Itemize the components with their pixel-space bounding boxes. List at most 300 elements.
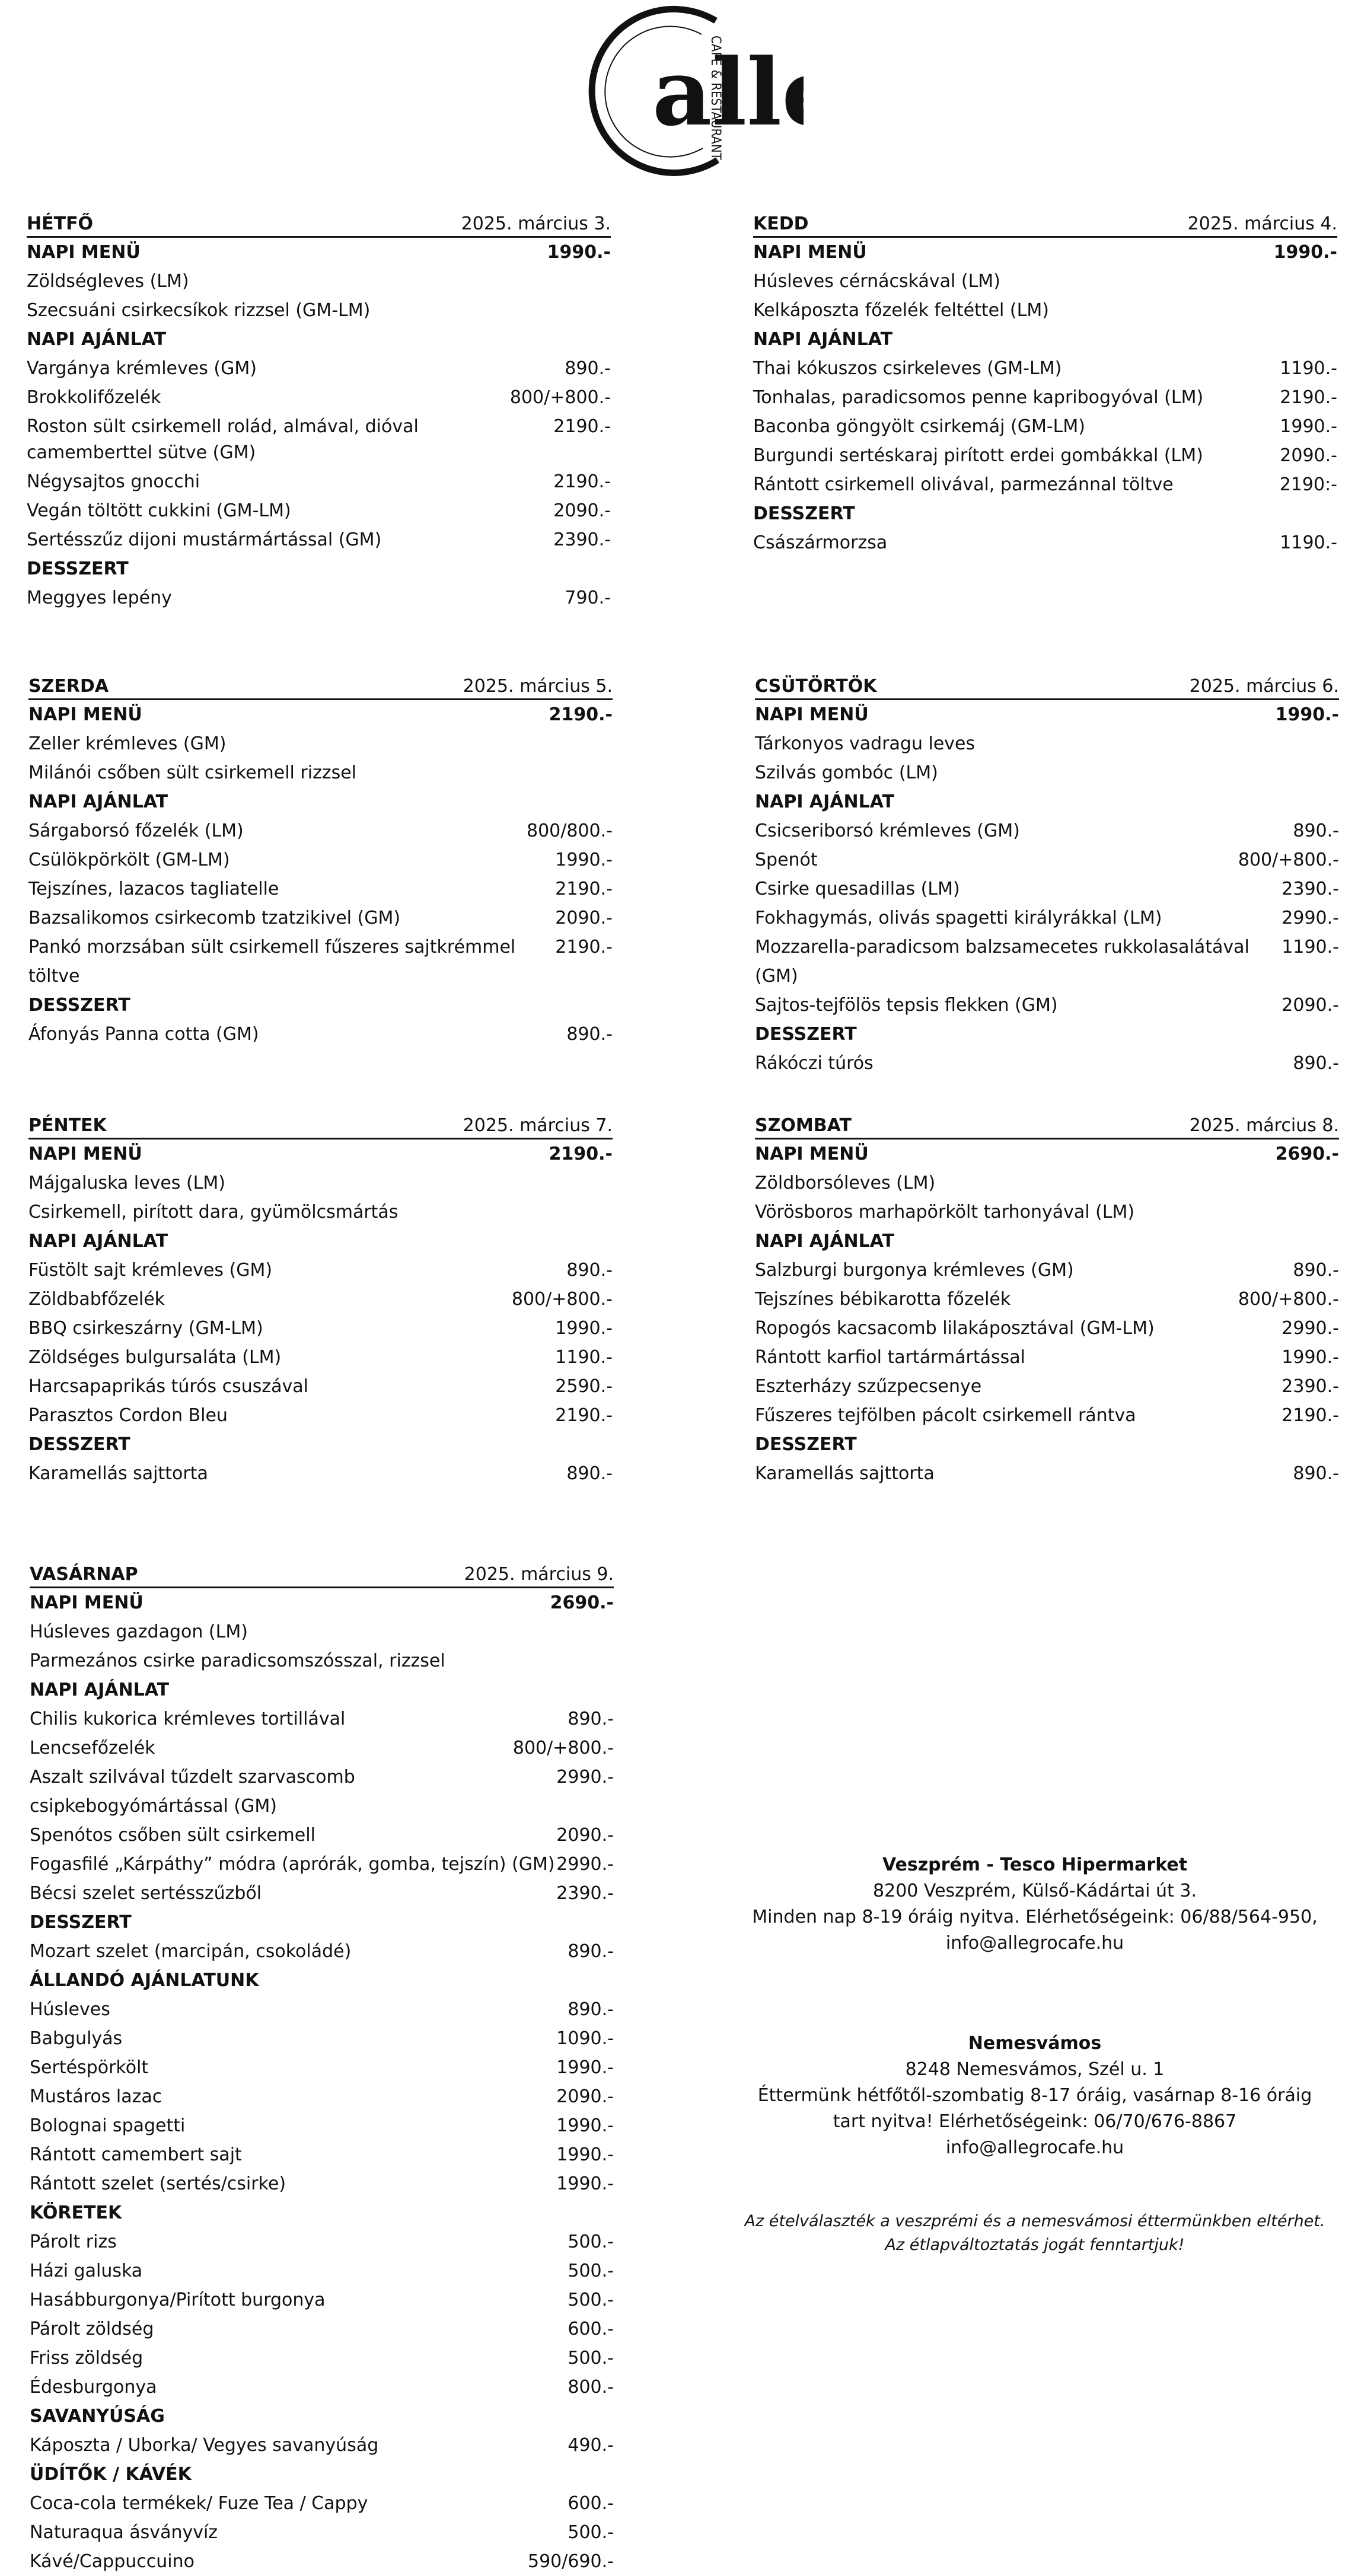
menu-item	[28, 1285, 613, 1314]
menu-item	[30, 2344, 614, 2373]
item-name: Brokkolifőzelék	[27, 387, 161, 408]
item-price: 2090.-	[555, 908, 613, 928]
menu-item	[755, 1314, 1339, 1343]
item-name: Bécsi szelet sertésszűzből	[30, 1883, 262, 1904]
day-header	[755, 673, 1339, 700]
item-price: 1190.-	[1280, 532, 1337, 553]
disclaimer-note	[741, 2210, 1328, 2257]
item-name: Karamellás sajttorta	[755, 1463, 935, 1484]
item-price: 2190.-	[1280, 387, 1337, 408]
day-block-kedd	[753, 210, 1337, 557]
item-name: Naturaqua ásványvíz	[30, 2522, 218, 2543]
item-name: DESSZERT	[27, 558, 129, 579]
item-price: 1990.-	[556, 2173, 614, 2194]
item-price: 800/+800.-	[1238, 850, 1339, 870]
menu-item	[30, 2547, 614, 2576]
allegro-logo	[554, 0, 804, 184]
day-name: HÉTFŐ	[27, 213, 94, 234]
menu-item	[27, 583, 611, 612]
item-price: 890.-	[565, 358, 611, 379]
menu-item	[28, 816, 613, 845]
section-heading	[30, 2402, 614, 2431]
item-price: 890.-	[1293, 1053, 1339, 1074]
item-name: Thai kókuszos csirkeleves (GM-LM)	[753, 358, 1062, 379]
item-name: Zöldségleves (LM)	[27, 271, 189, 292]
logo-wordmark: all	[652, 38, 782, 146]
menu-item	[753, 383, 1337, 412]
section-heading	[755, 1020, 1339, 1049]
section-heading	[30, 2460, 614, 2489]
item-name: NAPI MENÜ	[755, 1144, 869, 1164]
item-name: Harcsapaprikás túrós csuszával	[28, 1376, 309, 1397]
item-name: NAPI MENÜ	[753, 242, 867, 263]
item-price: 2390.-	[553, 529, 611, 550]
item-name: DESSZERT	[755, 1434, 857, 1455]
section-heading	[753, 499, 1337, 528]
section-heading	[28, 1430, 613, 1459]
item-price: 1990.-	[1273, 242, 1337, 263]
item-name: NAPI AJÁNLAT	[753, 329, 893, 350]
item-price: 1990.-	[556, 2057, 614, 2078]
item-name: Csirkemell, pirított dara, gyümölcsmártás	[28, 1202, 399, 1222]
item-name: KÖRETEK	[30, 2202, 122, 2223]
item-name: Májgaluska leves (LM)	[28, 1173, 225, 1193]
menu-item	[30, 1734, 614, 1763]
item-name: Mozzarella-paradicsom balzsamecetes rukkolasalátával (GM)	[755, 937, 1249, 987]
menu-item	[28, 1343, 613, 1372]
menu-header-row	[28, 700, 613, 729]
day-date: 2025. március 6.	[1189, 676, 1339, 697]
location-line: 8248 Nemesvámos, Szél u. 1	[905, 2059, 1165, 2080]
item-price: 2690.-	[550, 1592, 614, 1613]
item-name: Baconba göngyölt csirkemáj (GM-LM)	[753, 416, 1085, 437]
item-name: DESSZERT	[28, 995, 130, 1016]
menu-item	[755, 845, 1339, 874]
menu-item	[28, 729, 613, 758]
item-name: Káposzta / Uborka/ Vegyes savanyúság	[30, 2435, 379, 2456]
day-block-csutortok	[755, 673, 1339, 1078]
menu-item	[30, 1704, 614, 1734]
day-block-szerda	[28, 673, 613, 1049]
item-price: 2390.-	[1282, 879, 1339, 899]
day-header	[755, 1112, 1339, 1139]
location-title: Veszprém - Tesco Hipermarket	[882, 1854, 1188, 1875]
section-heading	[27, 554, 611, 583]
menu-item	[30, 2169, 614, 2198]
item-name: Sajtos-tejfölös tepsis flekken (GM)	[755, 995, 1058, 1016]
section-heading	[753, 325, 1337, 354]
item-name: Spenót	[755, 850, 818, 870]
item-price: 890.-	[566, 1024, 613, 1045]
item-price: 1190.-	[1280, 358, 1337, 379]
item-name: Ropogós kacsacomb lilakáposztával (GM-LM)	[755, 1318, 1155, 1339]
item-price: 1990.-	[1282, 1347, 1339, 1368]
item-name: Eszterházy szűzpecsenye	[755, 1376, 982, 1397]
item-price: 1990.-	[1280, 416, 1337, 437]
menu-item	[755, 1198, 1339, 1227]
item-name: Vegán töltött cukkini (GM-LM)	[27, 500, 291, 521]
menu-item	[755, 729, 1339, 758]
item-price: 500.-	[568, 2261, 614, 2281]
item-name: Bolognai spagetti	[30, 2115, 186, 2136]
item-price: 890.-	[1293, 1463, 1339, 1484]
day-block-vasarnap	[30, 1561, 614, 2576]
item-price: 2690.-	[1275, 1144, 1339, 1164]
note-line: Az ételválaszték a veszprémi és a nemesvámosi éttermünkben eltérhet.	[744, 2212, 1325, 2230]
menu-item	[28, 1020, 613, 1049]
item-name: ÜDÍTŐK / KÁVÉK	[30, 2464, 192, 2485]
menu-item	[30, 2082, 614, 2111]
menu-item	[28, 1372, 613, 1401]
item-price: 2390.-	[1282, 1376, 1339, 1397]
menu-item	[27, 383, 611, 412]
day-name: KEDD	[753, 213, 809, 234]
item-name: Burgundi sertéskaraj pirított erdei gombákkal (LM)	[753, 445, 1203, 466]
item-price: 800/+800.-	[511, 1289, 613, 1310]
item-name: Húsleves	[30, 1999, 110, 2020]
menu-item	[755, 1169, 1339, 1198]
menu-item	[30, 2518, 614, 2547]
item-name: NAPI AJÁNLAT	[28, 791, 168, 812]
item-price: 890.-	[568, 1709, 614, 1729]
item-price: 2190:-	[1279, 474, 1337, 495]
item-price: 890.-	[1293, 1260, 1339, 1281]
menu-item	[753, 267, 1337, 296]
menu-item	[30, 1763, 614, 1821]
day-block-pentek	[28, 1112, 613, 1488]
section-heading	[27, 325, 611, 354]
item-name: Csicseriborsó krémleves (GM)	[755, 821, 1020, 841]
item-price: 2990.-	[556, 1767, 614, 1787]
location-line: Éttermünk hétfőtől-szombatig 8-17 óráig, vasárnap 8-16 óráig	[757, 2085, 1312, 2106]
item-price: 1090.-	[556, 2028, 614, 2049]
item-price: 2990.-	[1282, 1318, 1339, 1339]
item-price: 2190.-	[549, 1144, 613, 1164]
menu-item	[30, 2373, 614, 2402]
menu-item	[755, 874, 1339, 904]
item-name: Füstölt sajt krémleves (GM)	[28, 1260, 273, 1281]
menu-item	[27, 296, 611, 325]
section-heading	[30, 1908, 614, 1937]
item-name: Tejszínes, lazacos tagliatelle	[28, 879, 279, 899]
item-price: 1990.-	[547, 242, 611, 263]
section-heading	[30, 1966, 614, 1995]
day-date: 2025. március 3.	[461, 213, 611, 234]
item-name: Tonhalas, paradicsomos penne kapribogyóval (LM)	[753, 387, 1204, 408]
item-price: 2190.-	[555, 1405, 613, 1426]
location-veszprem	[741, 1852, 1328, 1956]
menu-item	[28, 1169, 613, 1198]
item-name: NAPI AJÁNLAT	[28, 1231, 168, 1252]
item-price: 800/+800.-	[512, 1738, 614, 1758]
menu-item	[753, 296, 1337, 325]
menu-header-row	[28, 1139, 613, 1169]
menu-item	[755, 904, 1339, 933]
item-name: DESSZERT	[28, 1434, 130, 1455]
item-price: 890.-	[568, 1999, 614, 2020]
menu-item	[27, 354, 611, 383]
menu-item	[30, 1995, 614, 2024]
item-name: Párolt rizs	[30, 2232, 117, 2252]
day-header	[27, 210, 611, 238]
menu-item	[753, 441, 1337, 470]
item-name: Sertéspörkölt	[30, 2057, 149, 2078]
item-price: 1990.-	[556, 2144, 614, 2165]
item-name: Rántott szelet (sertés/csirke)	[30, 2173, 286, 2194]
item-name: NAPI MENÜ	[755, 704, 869, 725]
menu-header-row	[27, 238, 611, 267]
item-name: DESSZERT	[753, 503, 855, 524]
item-name: DESSZERT	[30, 1912, 132, 1933]
day-date: 2025. március 4.	[1187, 213, 1337, 234]
day-name: VASÁRNAP	[30, 1564, 138, 1585]
item-name: Kelkáposzta főzelék feltéttel (LM)	[753, 300, 1049, 321]
item-name: BBQ csirkeszárny (GM-LM)	[28, 1318, 263, 1339]
day-date: 2025. március 7.	[463, 1115, 613, 1136]
menu-item	[755, 1459, 1339, 1488]
item-price: 2190.-	[553, 416, 611, 437]
item-name: NAPI MENÜ	[30, 1592, 144, 1613]
item-price: 2190.-	[555, 879, 613, 899]
item-price: 500.-	[568, 2232, 614, 2252]
section-heading	[28, 1227, 613, 1256]
item-price: 1990.-	[1275, 704, 1339, 725]
location-line: 8200 Veszprém, Külső-Kádártai út 3.	[873, 1881, 1197, 1901]
menu-header-row	[755, 1139, 1339, 1169]
section-heading	[28, 991, 613, 1020]
day-header	[30, 1561, 614, 1588]
item-name: Mozart szelet (marcipán, csokoládé)	[30, 1941, 352, 1962]
item-price: 600.-	[568, 2319, 614, 2339]
day-block-hetfo	[27, 210, 611, 612]
item-price: 2090.-	[556, 2086, 614, 2107]
item-name: Császármorzsa	[753, 532, 888, 553]
item-price: 890.-	[1293, 821, 1339, 841]
menu-item	[28, 904, 613, 933]
menu-item	[755, 1285, 1339, 1314]
menu-item	[27, 267, 611, 296]
item-name: Párolt zöldség	[30, 2319, 154, 2339]
item-name: Édesburgonya	[30, 2377, 157, 2398]
menu-item	[30, 1646, 614, 1675]
item-price: 2090.-	[556, 1825, 614, 1846]
item-price: 2190.-	[555, 937, 613, 957]
menu-header-row	[753, 238, 1337, 267]
item-name: Bazsalikomos csirkecomb tzatzikivel (GM)	[28, 908, 401, 928]
section-heading	[28, 787, 613, 816]
item-name: Chilis kukorica krémleves tortillával	[30, 1709, 346, 1729]
item-name: Tárkonyos vadragu leves	[755, 733, 976, 754]
item-price: 800.-	[568, 2377, 614, 2398]
item-price: 790.-	[565, 588, 611, 608]
menu-item	[28, 1256, 613, 1285]
item-name: Négysajtos gnocchi	[27, 471, 200, 492]
menu-item	[755, 991, 1339, 1020]
item-name: Babgulyás	[30, 2028, 123, 2049]
item-name: Salzburgi burgonya krémleves (GM)	[755, 1260, 1074, 1281]
item-price: 890.-	[568, 1941, 614, 1962]
item-name: Húsleves cérnácskával (LM)	[753, 271, 1000, 292]
item-name: Meggyes lepény	[27, 588, 172, 608]
item-name: Lencsefőzelék	[30, 1738, 155, 1758]
item-price: 1190.-	[1282, 937, 1339, 957]
item-name: Zöldbabfőzelék	[28, 1289, 165, 1310]
menu-item	[753, 528, 1337, 557]
menu-item	[28, 874, 613, 904]
day-name: PÉNTEK	[28, 1115, 107, 1136]
item-price: 500.-	[568, 2522, 614, 2543]
item-name: Áfonyás Panna cotta (GM)	[28, 1024, 259, 1045]
item-name: Aszalt szilvával tűzdelt szarvascomb csipkebogyómártással (GM)	[30, 1767, 355, 1817]
logo-tagline: CAFE & RESTAURANT	[708, 36, 723, 160]
menu-item	[30, 2053, 614, 2082]
day-header	[28, 673, 613, 700]
location-title: Nemesvámos	[968, 2033, 1102, 2054]
section-heading	[755, 1430, 1339, 1459]
day-header	[28, 1112, 613, 1139]
item-price: 500.-	[568, 2348, 614, 2368]
menu-item	[28, 758, 613, 787]
item-name: Fokhagymás, olivás spagetti királyrákkal (LM)	[755, 908, 1162, 928]
item-price: 1990.-	[556, 2115, 614, 2136]
item-name: NAPI AJÁNLAT	[27, 329, 167, 350]
item-name: Parmezános csirke paradicsomszósszal, rizzsel	[30, 1651, 445, 1671]
item-price: 800/800.-	[527, 821, 613, 841]
item-price: 1990.-	[555, 1318, 613, 1339]
menu-item	[30, 2024, 614, 2053]
item-name: Sertésszűz dijoni mustármártással (GM)	[27, 529, 382, 550]
menu-item	[30, 2256, 614, 2285]
item-name: Pankó morzsában sült csirkemell fűszeres sajtkrémmel töltve	[28, 937, 516, 987]
item-price: 1990.-	[555, 850, 613, 870]
menu-item	[30, 2111, 614, 2140]
section-heading	[30, 2198, 614, 2227]
section-heading	[30, 1675, 614, 1704]
item-price: 890.-	[566, 1260, 613, 1281]
item-name: Zeller krémleves (GM)	[28, 733, 227, 754]
item-price: 600.-	[568, 2493, 614, 2514]
menu-item	[753, 412, 1337, 441]
item-price: 2390.-	[556, 1883, 614, 1904]
section-heading	[755, 787, 1339, 816]
item-name: Karamellás sajttorta	[28, 1463, 208, 1484]
item-price: 2990.-	[1282, 908, 1339, 928]
menu-item	[30, 2489, 614, 2518]
menu-item	[30, 1937, 614, 1966]
location-line: Minden nap 8-19 óráig nyitva. Elérhetőségeink: 06/88/564-950,	[752, 1907, 1318, 1927]
menu-item	[27, 525, 611, 554]
item-name: NAPI MENÜ	[28, 704, 142, 725]
menu-item	[30, 2315, 614, 2344]
item-name: Rákóczi túrós	[755, 1053, 874, 1074]
item-price: 2090.-	[1280, 445, 1337, 466]
item-name: Rántott csirkemell olivával, parmezánnal töltve	[753, 474, 1174, 495]
menu-item	[28, 1314, 613, 1343]
item-name: Fogasfilé „Kárpáthy” módra (aprórák, gomba, tejszín) (GM)	[30, 1854, 555, 1875]
section-heading	[755, 1227, 1339, 1256]
menu-item	[30, 1821, 614, 1850]
menu-item	[30, 2227, 614, 2256]
menu-item	[755, 1401, 1339, 1430]
item-name: Csülökpörkölt (GM-LM)	[28, 850, 230, 870]
item-name: DESSZERT	[755, 1024, 857, 1045]
location-line: info@allegrocafe.hu	[945, 1933, 1124, 1953]
item-name: Zöldséges bulgursaláta (LM)	[28, 1347, 282, 1368]
item-name: Zöldborsóleves (LM)	[755, 1173, 936, 1193]
menu-item	[30, 2431, 614, 2460]
menu-item	[28, 1401, 613, 1430]
menu-header-row	[30, 1588, 614, 1617]
item-name: Milánói csőben sült csirkemell rizzsel	[28, 762, 357, 783]
menu-item	[27, 496, 611, 525]
menu-item	[28, 933, 613, 991]
menu-header-row	[755, 700, 1339, 729]
item-name: NAPI MENÜ	[28, 1144, 142, 1164]
menu-item	[753, 354, 1337, 383]
menu-item	[27, 412, 611, 467]
note-line: Az étlapváltoztatás jogát fenntartjuk!	[885, 2236, 1185, 2254]
day-block-szombat	[755, 1112, 1339, 1488]
day-date: 2025. március 5.	[463, 676, 613, 697]
item-name: NAPI AJÁNLAT	[755, 791, 895, 812]
day-date: 2025. március 9.	[464, 1564, 614, 1585]
menu-item	[755, 1343, 1339, 1372]
item-price: 2590.-	[555, 1376, 613, 1397]
item-name: Hasábburgonya/Pirított burgonya	[30, 2290, 326, 2310]
day-name: SZOMBAT	[755, 1115, 852, 1136]
item-price: 2990.-	[556, 1854, 614, 1875]
item-price: 590/690.-	[528, 2551, 614, 2572]
item-name: Vargánya krémleves (GM)	[27, 358, 257, 379]
item-name: Vörösboros marhapörkölt tarhonyával (LM)	[755, 1202, 1135, 1222]
item-name: Spenótos csőben sült csirkemell	[30, 1825, 315, 1846]
item-name: Roston sült csirkemell rolád, almával, dióval camemberttel sütve (GM)	[27, 416, 419, 463]
item-price: 500.-	[568, 2290, 614, 2310]
menu-item	[30, 1850, 614, 1879]
item-name: Friss zöldség	[30, 2348, 144, 2368]
menu-item	[755, 1256, 1339, 1285]
menu-item	[27, 467, 611, 496]
item-price: 800/+800.-	[509, 387, 611, 408]
menu-item	[755, 1049, 1339, 1078]
menu-item	[30, 1617, 614, 1646]
menu-item	[30, 1879, 614, 1908]
menu-item	[755, 816, 1339, 845]
item-name: NAPI AJÁNLAT	[30, 1680, 170, 1700]
day-name: SZERDA	[28, 676, 109, 697]
location-nemesvamos	[741, 2031, 1328, 2161]
menu-item	[28, 1198, 613, 1227]
item-price: 800/+800.-	[1238, 1289, 1339, 1310]
menu-item	[755, 933, 1339, 991]
item-name: Szecsuáni csirkecsíkok rizzsel (GM-LM)	[27, 300, 371, 321]
item-price: 2190.-	[553, 471, 611, 492]
item-price: 890.-	[566, 1463, 613, 1484]
day-header	[753, 210, 1337, 238]
menu-item	[30, 2140, 614, 2169]
item-name: Szilvás gombóc (LM)	[755, 762, 938, 783]
item-price: 2190.-	[549, 704, 613, 725]
item-name: Sárgaborsó főzelék (LM)	[28, 821, 244, 841]
item-name: Csirke quesadillas (LM)	[755, 879, 960, 899]
item-name: SAVANYÚSÁG	[30, 2406, 165, 2427]
item-name: Húsleves gazdagon (LM)	[30, 1621, 248, 1642]
item-price: 490.-	[568, 2435, 614, 2456]
item-price: 2190.-	[1282, 1405, 1339, 1426]
item-price: 1190.-	[555, 1347, 613, 1368]
item-name: Coca-cola termékek/ Fuze Tea / Cappy	[30, 2493, 368, 2514]
item-name: Rántott karfiol tartármártással	[755, 1347, 1025, 1368]
